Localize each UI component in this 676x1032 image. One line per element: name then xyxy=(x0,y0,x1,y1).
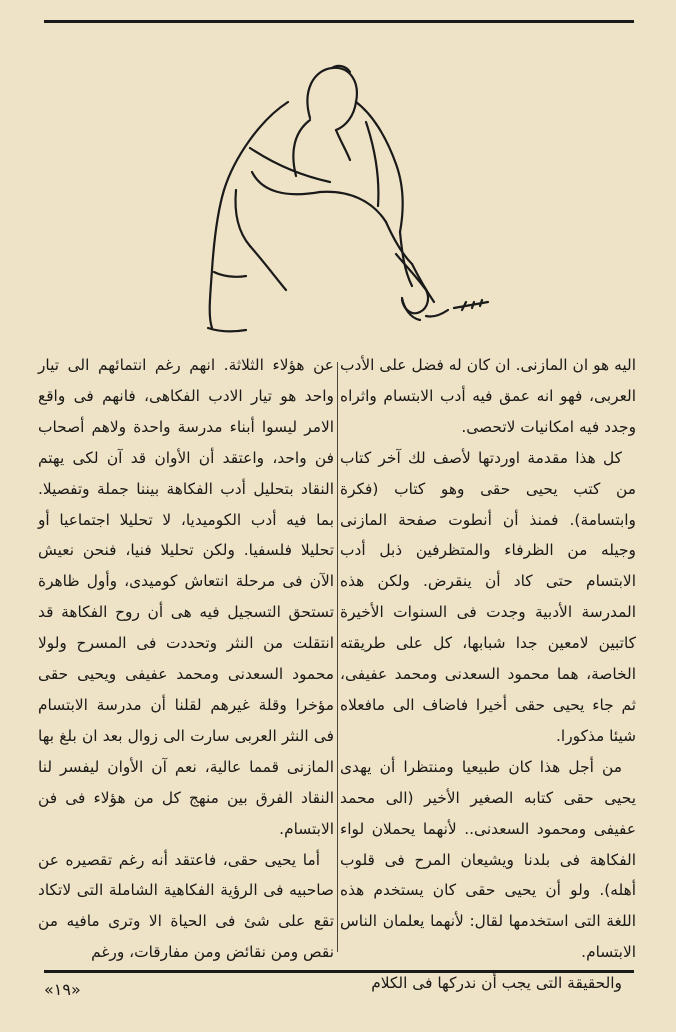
paragraph: أما يحيى حقى، فاعتقد أنه رغم تقصيره عن صاحبيه فى الرؤية الفكاهية الشاملة التى لاتكاد تقع على شئ فى الحياة الا وترى مافيه من نقص ومن نقائض ومن مفارقات، ورغم xyxy=(38,850,334,962)
sketch-illustration xyxy=(190,40,510,340)
left-column xyxy=(38,350,334,968)
paragraph: اليه هو ان المازنى. ان كان له فضل على الأدب العربى، فهو انه عمق فيه أدب الابتسام واثراه وجدد فيه امكانيات لاتحصى. xyxy=(340,356,636,436)
page-number: «١٩» xyxy=(44,980,81,999)
top-rule xyxy=(44,20,634,23)
paragraph: من أجل هذا كان طبيعيا ومنتظرا أن يهدى يحيى حقى كتابه الصغير الأخير (الى محمد عفيفى ومحمود السعدنى.. لأنهما يحملان لواء الفكاهة فى بلدنا ويشيعان المرح فى قلوب أهله). ولو أن يحيى حقى كان يستخدم هذه اللغة التى استخدمها لقال: لأنهما يعلمان الناس الابتسام. xyxy=(340,757,636,962)
paragraph: والحقيقة التى يجب أن ندركها فى الكلام xyxy=(371,974,622,993)
right-column xyxy=(340,350,636,999)
paragraph: كل هذا مقدمة اوردتها لأصف لك آخر كتاب من كتب يحيى حقى وهو كتاب (فكرة وابتسامة). فمنذ أن أنطوت صفحة المازنى وجيله من الظرفاء والمتظرفين ذبل أدب الابتسام حتى كاد أن ينقرض. ولكن هذه المدرسة الأدبية وجدت فى السنوات الأخيرة كاتبين لامعين جدا شبابها، كل على طريقته الخاصة، هما محمود السعدنى ومحمد عفيفى، ثم جاء يحيى حقى أخيرا فاضاف الى مافعلاه شيئا مذكورا. xyxy=(340,448,636,745)
column-divider xyxy=(337,362,338,952)
bottom-rule xyxy=(44,970,634,973)
paragraph: عن هؤلاء الثلاثة. انهم رغم انتمائهم الى تيار واحد هو تيار الادب الفكاهى، فانهم فى واقع الامر ليسوا أبناء مدرسة واحدة ولاهم أصحاب فن واحد، واعتقد أن الأوان قد آن لكى يهتم النقاد بتحليل أدب الفكاهة بيننا جملة وتفصيلا. بما فيه أدب الكوميديا، لا تحليلا اجتماعيا أو تحليلا فلسفيا. ولكن تحليلا فنيا، فنحن نعيش الآن فى مرحلة انتعاش كوميدى، وأول ظاهرة تستحق التسجيل فيه هى أن روح الفكاهة قد انتقلت من النثر وتحددت فى المسرح ولولا محمود السعدنى ومحمد عفيفى ويحيى حقى مؤخرا وقلة غيرهم لقلنا أن مدرسة الابتسام فى النثر العربى سارت الى زوال بعد ان بلغ بها المازنى قمما عالية، نعم آن الأوان ليفسر لنا النقاد الفرق بين منهج كل من هؤلاء فى فن الابتسام. xyxy=(38,356,334,838)
